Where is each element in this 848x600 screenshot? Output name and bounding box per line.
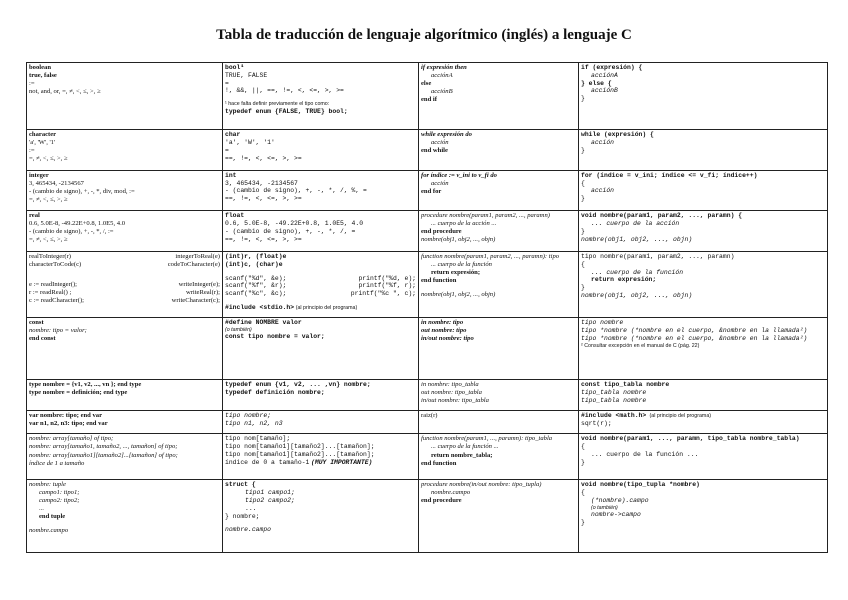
cell-line: tipo1 campo1;	[245, 489, 295, 497]
cell-line: nombre.campo	[225, 526, 272, 534]
cell-line: =, ≠, <, ≤, >, ≥	[29, 236, 68, 244]
cell-line: {	[581, 179, 585, 187]
cell-line: (int)c, (char)e	[225, 260, 283, 268]
cell-line: out nombre: tipo	[421, 327, 467, 335]
cell-line: end while	[421, 147, 448, 155]
cell-line: =, ≠, <, ≤, >, ≥	[29, 155, 68, 163]
table-row	[27, 480, 828, 553]
cell-alg-if	[419, 63, 579, 130]
cell-line: if expresión then	[421, 64, 467, 71]
cell-line: void nombre(param1, ..., paramn, tipo_tabla nombre_tabla)	[581, 435, 800, 443]
warning-text: (MUY IMPORTANTE)	[311, 458, 373, 466]
cell-text: printf("%d, e);	[358, 274, 416, 282]
cell-line: 3, 465434, -2134567	[29, 179, 84, 187]
cell-text: nombre: tuple	[29, 481, 66, 489]
cell-text: scanf("%f", &r);	[225, 282, 287, 290]
cell-line: return nombre_tabla;	[431, 451, 493, 459]
table-row	[27, 434, 828, 480]
cell-line: ... cuerpo de la acción ...	[431, 220, 497, 228]
cell-alg-array	[27, 434, 223, 480]
cell-line: 'a', 'W', '1'	[225, 139, 275, 147]
cell-line: nombre->campo	[591, 511, 641, 519]
cell-line: acciónA	[591, 71, 618, 79]
table-row	[27, 211, 828, 252]
cell-alg-conversion-io	[27, 251, 223, 317]
cell-line: return expresión;	[591, 276, 657, 284]
cell-line: void nombre(param1, param2, ..., paramn) {	[581, 212, 743, 220]
cell-text: c := readCharacter();	[29, 297, 84, 304]
cell-line: else	[421, 80, 432, 88]
cell-line	[29, 481, 220, 489]
cell-line: } nombre;	[225, 512, 260, 520]
cell-line: ...	[39, 505, 44, 513]
cell-line: end if	[421, 96, 437, 104]
cell-line: nombre(obj1, obj2, ..., objn)	[421, 291, 496, 298]
cell-line: } else {	[581, 79, 612, 87]
cell-c-sqrt	[579, 410, 828, 433]
cell-alg-tuple	[27, 480, 223, 553]
cell-line: acción	[591, 187, 615, 195]
cell-line: {	[581, 489, 585, 497]
cell-line: tipo nom[tamaño];	[225, 435, 291, 443]
table-row	[27, 170, 828, 211]
page-title: Tabla de traducción de lenguaje algorítmico (inglés) a lenguaje C	[216, 27, 632, 43]
footnote: ² Consultar excepción en el manual de C (pág. 22)	[581, 342, 700, 349]
cell-line: acciónB	[591, 87, 618, 95]
cell-line: - (cambio de signo), +, -, *, /, :=	[29, 228, 114, 236]
cell-line: 3, 465434, -2134567	[225, 179, 298, 187]
cell-line: end for	[421, 187, 442, 195]
cell-line: void nombre(tipo_tupla *nombre)	[581, 481, 700, 489]
cell-line: var n1, n2, n3: tipo; end var	[29, 420, 108, 427]
cell-line: integer	[29, 171, 49, 179]
cell-line: struct {	[225, 481, 256, 489]
cell-alg-var	[27, 410, 223, 433]
cell-alg-type	[27, 380, 223, 411]
cell-text: codeToCharacter(e)	[167, 260, 220, 268]
cell-text: scanf("%c", &c);	[225, 290, 287, 298]
cell-text: scanf("%d", &e);	[225, 274, 287, 282]
cell-line	[29, 289, 220, 297]
cell-alg-character	[27, 130, 223, 171]
cell-line: 0.6, 5.0E-8, -49.22E+0.8, 1.0E5, 4.0	[225, 220, 364, 228]
cell-line: function nombre(param1, param2, ..., paramn): tipo	[421, 252, 560, 260]
translation-table	[26, 62, 828, 553]
cell-line	[581, 412, 825, 420]
cell-line: }	[581, 195, 585, 203]
cell-text: índice de 0 a tamaño-1	[225, 458, 310, 466]
cell-line: }	[581, 146, 585, 154]
cell-line: nombre(obj1, obj2, ..., objn)	[421, 236, 496, 244]
cell-line	[225, 282, 416, 290]
cell-c-params	[579, 318, 828, 380]
cell-c-struct	[223, 480, 419, 553]
cell-line: - (cambio de signo), +, -, *, /, =	[225, 227, 356, 235]
cell-line	[29, 281, 220, 289]
include-note: (al principio del programa)	[295, 304, 358, 311]
cell-c-table-params	[579, 380, 828, 411]
cell-line: acciónB	[431, 88, 453, 96]
cell-line: #define NOMBRE valor	[225, 319, 302, 327]
cell-line: acción	[431, 139, 449, 147]
cell-line: (*nombre).campo	[591, 496, 649, 504]
cell-line: :=	[29, 147, 35, 155]
cell-alg-table-params	[419, 380, 579, 411]
include-directive: #include <stdio.h>	[225, 303, 295, 311]
cell-line: =	[225, 79, 229, 87]
cell-alg-function-table	[419, 434, 579, 480]
cell-c-float	[223, 211, 419, 252]
cell-text: integerToReal(e)	[175, 252, 220, 260]
cell-line: 'a', 'W', '1'	[29, 139, 56, 147]
cell-alg-const	[27, 318, 223, 380]
cell-line: }	[581, 519, 585, 527]
cell-line: float	[225, 212, 245, 220]
cell-line: ... cuerpo de la función	[591, 268, 684, 276]
cell-line: end tuple	[39, 513, 66, 521]
cell-line: campo1: tipo1;	[39, 489, 80, 497]
cell-line: nombre: array[tamaño1, tamaño2, ..., tamañon] of tipo;	[29, 443, 178, 451]
cell-line: {	[581, 260, 585, 268]
cell-alg-real	[27, 211, 223, 252]
cell-line: ==, !=, <, <=, >, >=	[225, 154, 302, 162]
cell-c-var	[223, 410, 419, 433]
cell-line: while expresión do	[421, 131, 472, 139]
cell-text: r := readReal() ;	[29, 288, 72, 296]
cell-line: return expresión;	[431, 268, 481, 276]
table-row	[27, 380, 828, 411]
cell-line: (o también)	[591, 504, 618, 511]
cell-line: raiz(r)	[421, 411, 438, 419]
cell-c-boolean	[223, 63, 419, 130]
cell-line: true, false	[29, 72, 57, 80]
cell-line	[225, 275, 416, 283]
cell-line: acción	[431, 179, 449, 187]
cell-c-function-table	[579, 434, 828, 480]
cell-text: e := readInteger();	[29, 280, 78, 288]
table-row	[27, 410, 828, 433]
cell-line: var nombre: tipo; end var	[29, 411, 103, 419]
cell-line: in/out nombre: tipo_tabla	[421, 397, 489, 405]
cell-line: índice de 1 a tamaño	[29, 459, 85, 467]
cell-line: out nombre: tipo_tabla	[421, 389, 482, 397]
cell-line: in nombre: tipo_tabla	[421, 381, 479, 389]
cell-text: realToInteger(r)	[29, 252, 72, 260]
cell-c-conversion-io	[223, 251, 419, 317]
cell-alg-function	[419, 251, 579, 317]
cell-line: typedef definición nombre;	[225, 388, 325, 396]
cell-line: =	[225, 146, 229, 154]
cell-line: :=	[29, 80, 35, 88]
cell-line: - (cambio de signo), +, -, *, div, mod, :=	[29, 187, 135, 195]
cell-alg-params	[419, 318, 579, 380]
cell-alg-integer	[27, 170, 223, 211]
cell-line: end procedure	[421, 497, 462, 505]
cell-c-char	[223, 130, 419, 171]
cell-line: not, and, or, =, ≠, <, ≤, >, ≥	[29, 88, 101, 96]
table-row	[27, 63, 828, 130]
cell-line: tipo *nombre (*nombre en el cuerpo, &nombre en la llamada²)	[581, 334, 808, 342]
cell-line: TRUE, FALSE	[225, 71, 268, 79]
cell-line: end procedure	[421, 228, 462, 236]
cell-text: characterToCode(c)	[29, 260, 82, 268]
cell-line: end function	[421, 459, 457, 467]
cell-text: printf("%c ", c);	[350, 290, 416, 298]
cell-line: nombre.campo	[29, 527, 69, 535]
cell-line: }	[581, 95, 585, 103]
cell-line: ... cuerpo de la función ...	[591, 451, 699, 459]
cell-alg-while	[419, 130, 579, 171]
cell-line	[29, 261, 220, 269]
cell-line: ... cuerpo de la acción	[591, 220, 680, 228]
cell-line: tipo nombre	[581, 319, 624, 327]
cell-line: while (expresión) {	[581, 131, 654, 139]
cell-line: for índice := v_ini to v_fi do	[421, 171, 497, 179]
footnote: ¹ hace falta definir previamente el tipo como:	[225, 101, 330, 108]
cell-alg-raiz	[419, 410, 579, 433]
cell-line: tipo n1, n2, n3	[225, 419, 283, 427]
cell-text: writeReal(r);	[185, 288, 220, 296]
cell-line	[225, 304, 416, 312]
cell-c-void	[579, 211, 828, 252]
cell-line: ==, !=, <, <=, >, >=	[225, 195, 302, 203]
cell-line: int	[225, 171, 237, 179]
cell-line: =, ≠, <, ≤, >, ≥	[29, 195, 68, 203]
cell-line: }	[581, 284, 585, 292]
cell-line: nombre: tipo = valor;	[29, 327, 87, 335]
cell-line: for (índice = v_ini; índice <= v_fi; índice++)	[581, 171, 758, 179]
cell-line: in/out nombre: tipo	[421, 335, 474, 343]
cell-line	[225, 290, 416, 298]
cell-line: if (expresión) {	[581, 64, 643, 71]
cell-line: bool¹	[225, 64, 245, 71]
cell-line: type nombre = {v1, v2, ..., vn }; end type	[29, 381, 142, 389]
cell-line: (int)r, (float)e	[225, 252, 287, 260]
cell-c-array	[223, 434, 419, 480]
cell-line: end function	[421, 276, 457, 284]
cell-line: tipo nom[tamaño1][tamaño2]...[tamañon];	[225, 443, 375, 451]
cell-c-if	[579, 63, 828, 130]
cell-line: ... cuerpo de la función ...	[431, 443, 499, 451]
cell-line: procedure nombre(param1, param2, ..., paramn)	[421, 212, 550, 220]
cell-line: }	[581, 458, 585, 466]
cell-line: char	[225, 131, 241, 139]
cell-text: writeInteger(e);	[178, 280, 220, 288]
table-row	[27, 318, 828, 380]
cell-line: 0.6, 5.0E-8, -49.22E+0.8, 1.0E5, 4.0	[29, 220, 126, 228]
cell-line: - (cambio de signo), +, -, *, /, %, =	[225, 187, 367, 195]
cell-c-function	[579, 251, 828, 317]
cell-line: ...	[245, 504, 257, 512]
cell-line: type nombre = definición; end type	[29, 389, 128, 397]
cell-line: function nombre(param1, ..., paramn): tipo_tabla	[421, 435, 553, 443]
cell-line: ... cuerpo de la función	[431, 260, 492, 268]
cell-line: const tipo nombre = valor;	[225, 333, 325, 341]
cell-line: procedure nombre(in/out nombre: tipo_tupla)	[421, 481, 542, 489]
cell-line: tipo nombre;	[225, 411, 272, 419]
cell-line: const tipo_tabla nombre	[581, 381, 670, 389]
include-note: (al principio del programa)	[649, 412, 712, 419]
cell-line: campo2: tipo2;	[39, 497, 80, 505]
cell-line: nombre: array[tamaño] of tipo;	[29, 435, 114, 443]
cell-c-typedef	[223, 380, 419, 411]
cell-line: typedef enum {FALSE, TRUE} bool;	[225, 107, 348, 115]
cell-line: acción	[591, 139, 615, 147]
cell-line: }	[581, 227, 585, 235]
cell-c-while	[579, 130, 828, 171]
cell-line: tipo_tabla nombre	[581, 388, 647, 396]
cell-line: real	[29, 212, 40, 220]
cell-line: nombre.campo	[431, 489, 471, 497]
cell-c-const	[223, 318, 419, 380]
cell-line: const	[29, 319, 44, 327]
cell-line	[225, 459, 416, 467]
cell-text: printf("%f, r);	[358, 282, 416, 290]
cell-line: tipo nom[tamaño1][tamaño2]...[tamañon];	[225, 451, 375, 459]
cell-line: character	[29, 131, 57, 139]
table-row	[27, 130, 828, 171]
cell-line: nombre: array[tamaño1][tamaño2]...[tamañon] of tipo;	[29, 451, 178, 459]
include-directive: #include <math.h>	[581, 411, 647, 419]
cell-line	[29, 253, 220, 261]
cell-line: tipo nombre(param1, param2, ..., paramn)	[581, 252, 735, 260]
cell-line	[29, 297, 220, 305]
cell-line: typedef enum {v1, v2, ... ,vn} nombre;	[225, 381, 371, 389]
cell-c-for	[579, 170, 828, 211]
cell-alg-boolean	[27, 63, 223, 130]
cell-line: nombre(obj1, obj2, ..., objn)	[581, 235, 693, 243]
table-row	[27, 251, 828, 317]
cell-line: tipo2 campo2;	[245, 496, 295, 504]
cell-line: (o también)	[225, 326, 252, 333]
cell-alg-procedure	[419, 211, 579, 252]
cell-line: nombre(obj1, obj2, ..., objn)	[581, 291, 693, 299]
cell-line: !, &&, ||, ==, !=, <, <=, >, >=	[225, 87, 344, 95]
cell-line: end const	[29, 335, 56, 343]
cell-line: sqrt(r);	[581, 420, 612, 427]
cell-line: tipo *nombre (*nombre en el cuerpo, &nombre en la llamada²)	[581, 326, 808, 334]
cell-alg-for	[419, 170, 579, 211]
cell-c-procedure-tuple	[579, 480, 828, 553]
cell-line: boolean	[29, 64, 51, 71]
cell-line: tipo_tabla nombre	[581, 396, 647, 404]
cell-line: acciónA	[431, 72, 453, 80]
cell-alg-procedure-tuple	[419, 480, 579, 553]
cell-c-int	[223, 170, 419, 211]
cell-line: ==, !=, <, <=, >, >=	[225, 235, 302, 243]
cell-line: {	[581, 443, 585, 451]
cell-line: in nombre: tipo	[421, 319, 464, 327]
cell-text: writeCharacter(c);	[171, 297, 220, 304]
